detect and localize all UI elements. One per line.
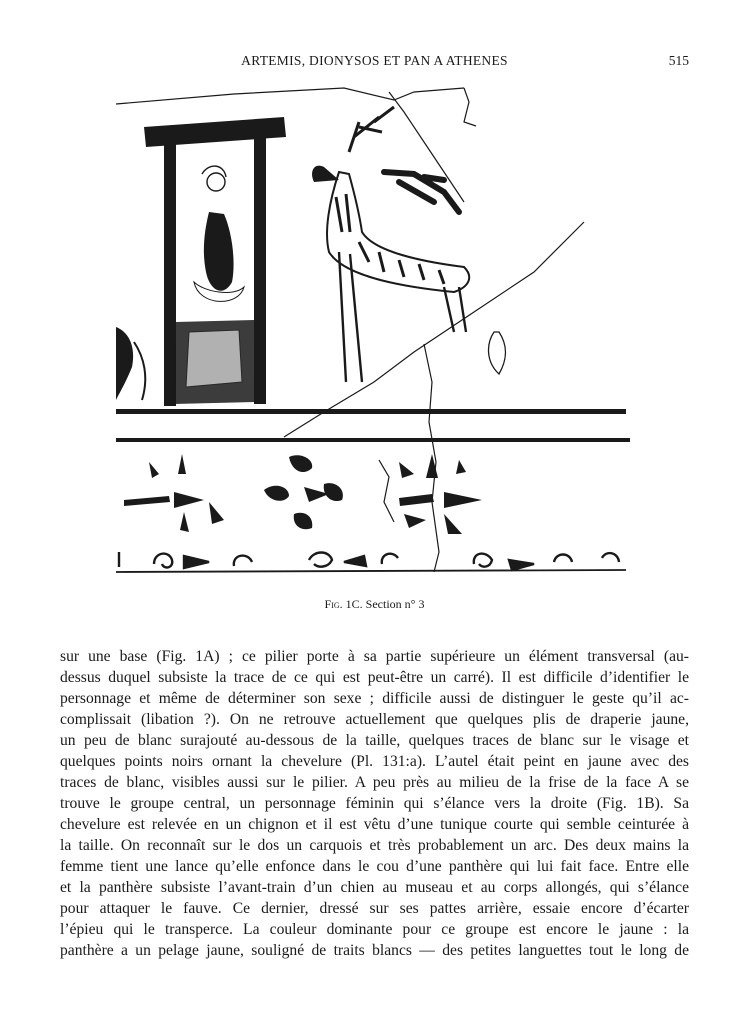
text-line: un peu de blanc surajouté au-dessous de la taille, quelques traces de blanc sur le visage et bbox=[60, 732, 689, 749]
scroll-element bbox=[554, 555, 572, 563]
caption-text: Section n° 3 bbox=[365, 597, 425, 611]
ornament-blob bbox=[264, 486, 289, 501]
ornament-band bbox=[124, 454, 482, 534]
scroll-element bbox=[184, 556, 209, 568]
ornament-bar bbox=[124, 496, 170, 506]
ground-line-upper bbox=[116, 409, 626, 414]
text-line: personnage et même de déterminer son sexe ; difficile aussi de distinguer le geste qu’il ac- bbox=[60, 690, 689, 707]
text-line: et la panthère subsiste l’avant-train d’un chien au museau et au corps allongés, qui s’élance bbox=[60, 879, 689, 896]
scroll-element bbox=[234, 556, 252, 566]
scroll-element bbox=[344, 556, 366, 566]
text-line: traces de blanc, visibles aussi sur le pilier. A peu près au milieu de la frise de la face A se bbox=[60, 774, 689, 791]
text-line: quelques points noirs ornant la chevelure (Pl. 131:a). L’autel était peint en jaune avec des bbox=[60, 753, 689, 770]
ornament-mark bbox=[209, 502, 224, 524]
foliage-left-stem bbox=[134, 342, 145, 400]
figure-frieze bbox=[114, 82, 634, 577]
body-text bbox=[60, 646, 689, 961]
text-line: dessus duquel subsiste la trace de ce qui est peut-être un carré). Il est difficile d’identifier le bbox=[60, 669, 689, 686]
running-head bbox=[60, 53, 689, 73]
hanging-leaf bbox=[489, 332, 506, 374]
ornament-blob bbox=[324, 483, 343, 501]
ornament-mark bbox=[444, 492, 482, 508]
text-line: chevelure est relevée en un chignon et il est vêtu d’une tunique courte qui semble ceinturée à bbox=[60, 816, 689, 833]
text-line: complissait (libation ?). On ne retrouve actuellement que quelques plis de draperie jaune, bbox=[60, 711, 689, 728]
deer bbox=[312, 107, 469, 382]
scroll-element bbox=[509, 560, 534, 570]
frieze-drawing bbox=[114, 82, 634, 577]
scroll-element bbox=[602, 553, 619, 562]
deer-head bbox=[312, 166, 339, 182]
text-line: panthère a un pelage jaune, souligné de traits blancs — des petites languettes tout le long de bbox=[60, 942, 689, 959]
seated-figure bbox=[204, 212, 234, 291]
figure-caption bbox=[0, 597, 749, 612]
deer-antlers bbox=[349, 107, 394, 152]
figure-head bbox=[207, 173, 225, 191]
foliage-left-mass bbox=[116, 327, 133, 400]
ornament-mark bbox=[180, 512, 189, 532]
ornament-mark bbox=[399, 462, 414, 478]
ornament-mark bbox=[149, 462, 159, 478]
deer-body bbox=[327, 172, 469, 292]
ornament-blob bbox=[289, 455, 312, 472]
text-line: l’épieu qui le transperce. La couleur dominante pour ce groupe est encore le jaune : la bbox=[60, 921, 689, 938]
text-line: femme tient une lance qu’elle enfonce dans le cou d’une panthère qui lui fait face. Entre elle bbox=[60, 858, 689, 875]
ornament-blob bbox=[294, 513, 313, 529]
ground-line-lower bbox=[116, 438, 630, 442]
shrine-pillar-left bbox=[164, 144, 176, 406]
running-title: ARTEMIS, DIONYSOS ET PAN A ATHENES bbox=[241, 53, 508, 68]
ornament-mark bbox=[404, 514, 426, 528]
scroll-element bbox=[309, 553, 332, 567]
text-line: trouve le groupe central, un personnage féminin qui s’élance vers la droite (Fig. 1B). Sa bbox=[60, 795, 689, 812]
crack-small bbox=[379, 460, 394, 522]
scroll-frieze bbox=[116, 552, 626, 572]
text-line: la taille. On reconnaît sur le dos un carquois et très probablement un arc. Des deux mains la bbox=[60, 837, 689, 854]
fragment-edge-top-right bbox=[464, 88, 476, 126]
scroll-element bbox=[474, 554, 492, 567]
foliage-left bbox=[116, 327, 145, 400]
scroll-element bbox=[382, 554, 398, 564]
shrine-base-highlight bbox=[186, 330, 242, 387]
scroll-baseline bbox=[116, 570, 626, 572]
page-number: 515 bbox=[668, 53, 689, 68]
ornament-bar bbox=[399, 494, 434, 506]
text-line: pour attaquer le fauve. Ce dernier, dressé sur ses pattes arrière, essaie encore d’écarter bbox=[60, 900, 689, 917]
fragment-edge-top bbox=[116, 88, 464, 104]
caption-prefix: Fig. 1C. bbox=[324, 597, 363, 611]
text-line: sur une base (Fig. 1A) ; ce pilier porte à sa partie supérieure un élément transversal (au- bbox=[60, 648, 689, 665]
ornament-mark bbox=[178, 454, 186, 474]
crack-diagonal bbox=[284, 222, 584, 437]
ornament-mark bbox=[444, 514, 462, 534]
ornament-mark bbox=[456, 460, 466, 474]
shrine-pillar-right bbox=[254, 138, 266, 404]
shrine bbox=[144, 117, 286, 406]
ornament-mark bbox=[174, 492, 204, 508]
scroll-element bbox=[154, 554, 172, 568]
